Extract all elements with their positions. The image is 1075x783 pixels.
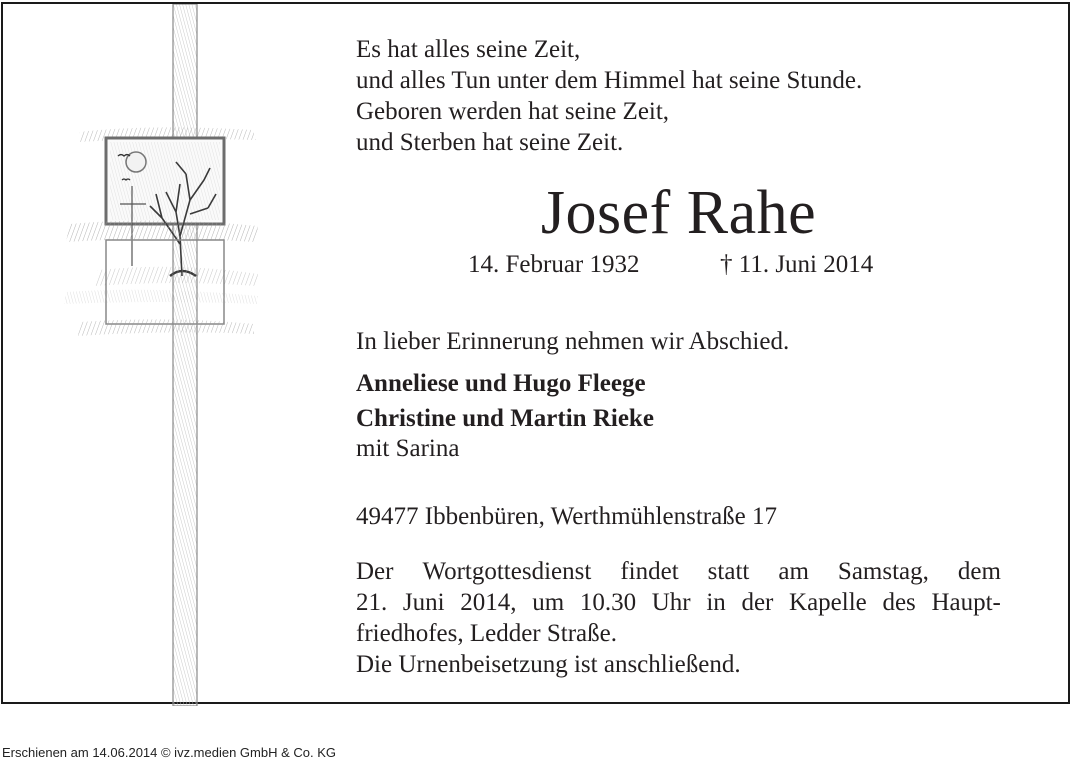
word: Der xyxy=(356,558,394,585)
word: 2014, xyxy=(460,589,517,616)
memorial-illustration xyxy=(58,4,268,706)
verse-line: und Sterben hat seine Zeit. xyxy=(356,129,624,156)
publication-footer: Erschienen am 14.06.2014 © ivz.medien GmbH & Co. KG xyxy=(2,745,337,760)
service-line-2 xyxy=(356,587,1001,618)
word: statt xyxy=(707,558,750,585)
service-info xyxy=(356,556,1001,680)
word: Haupt- xyxy=(931,589,1001,616)
word: findet xyxy=(620,558,679,585)
obituary-frame xyxy=(1,2,1070,704)
verse-line: Geboren werden hat seine Zeit, xyxy=(356,98,670,125)
vertical-beam xyxy=(173,4,197,706)
word: des xyxy=(882,589,916,616)
word: Samstag, xyxy=(837,558,929,585)
lower-smudge xyxy=(78,319,254,336)
word: in xyxy=(706,589,726,616)
word: um xyxy=(532,589,565,616)
word: Uhr xyxy=(651,589,691,616)
birth-date: 14. Februar 1932 xyxy=(468,251,640,278)
mourner-name: Christine und Martin Rieke xyxy=(356,405,654,432)
death-date: † 11. Juni 2014 xyxy=(720,251,874,278)
address: 49477 Ibbenbüren, Werthmühlenstraße 17 xyxy=(356,503,778,530)
service-line-1 xyxy=(356,556,1001,587)
word: Kapelle xyxy=(789,589,867,616)
word: 21. xyxy=(356,589,388,616)
word: am xyxy=(778,558,809,585)
word: Juni xyxy=(402,589,445,616)
service-line-3: friedhofes, Ledder Straße. xyxy=(356,620,617,647)
farewell-text: In lieber Erinnerung nehmen wir Abschied. xyxy=(356,328,790,355)
verse xyxy=(356,34,862,158)
word: dem xyxy=(957,558,1001,585)
service-line-4: Die Urnenbeisetzung ist anschließend. xyxy=(356,651,741,678)
ground-band xyxy=(66,220,258,242)
mourner-extra: mit Sarina xyxy=(356,435,460,462)
mourners-list xyxy=(356,366,654,467)
mourner-name: Anneliese und Hugo Fleege xyxy=(356,370,646,397)
deceased-name: Josef Rahe xyxy=(540,179,817,247)
verse-line: und alles Tun unter dem Himmel hat seine Stunde. xyxy=(356,67,863,94)
word: Wortgottesdienst xyxy=(422,558,592,585)
word: 10.30 xyxy=(579,589,637,616)
verse-line: Es hat alles seine Zeit, xyxy=(356,36,581,63)
word: der xyxy=(741,589,774,616)
